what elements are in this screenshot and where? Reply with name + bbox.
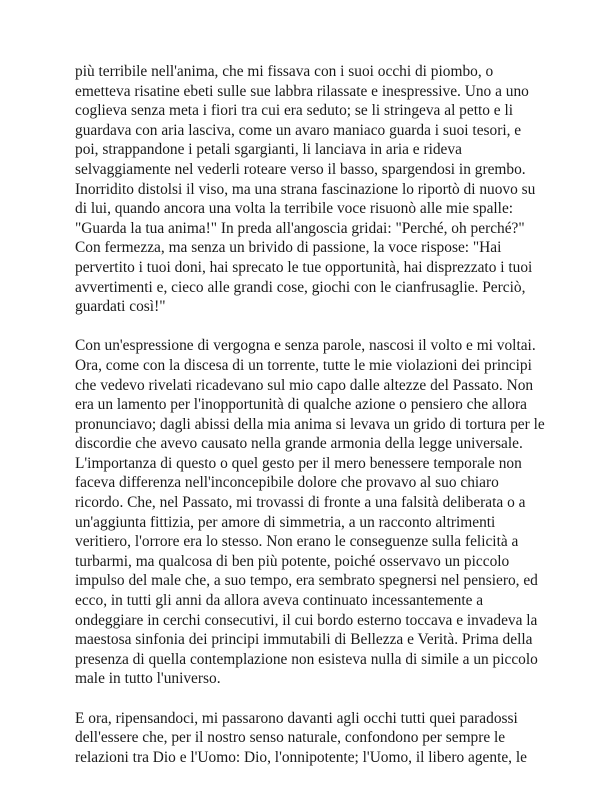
text-line: veritiero, l'orrore era lo stesso. Non erano le conseguenze sulla felicità a <box>75 533 519 551</box>
text-line: selvaggiamente nel vederli roteare verso il basso, spargendosi in grembo. <box>75 160 526 178</box>
text-line: ricordo. Che, nel Passato, mi trovassi di fronte a una falsità deliberata o a <box>75 494 526 512</box>
text-line: maestosa sinfonia dei principi immutabili di Bellezza e Verità. Prima della <box>75 631 533 649</box>
text-line: "Guarda la tua anima!" In preda all'angoscia gridai: "Perché, oh perché?" <box>75 219 525 237</box>
text-line: male in tutto l'universo. <box>75 670 221 688</box>
text-line: Inorridito distolsi il viso, ma una strana fascinazione lo riportò di nuovo su <box>75 180 536 198</box>
text-line: presenza di quella contemplazione non esisteva nulla di simile a un piccolo <box>75 650 538 668</box>
text-line: ecco, in tutti gli anni da allora aveva continuato incessantemente a <box>75 592 484 610</box>
text-line: relazioni tra Dio e l'Uomo: Dio, l'onnipotente; l'Uomo, il libero agente, le <box>75 748 527 766</box>
text-line: un'aggiunta fittizia, per amore di simmetria, a un racconto altrimenti <box>75 513 496 531</box>
text-line: di lui, quando ancora una volta la terribile voce risuonò alle mie spalle: <box>75 200 514 218</box>
text-line: turbarmi, ma qualcosa di ben più potente, poiché osservavo un piccolo <box>75 552 510 570</box>
text-line: più terribile nell'anima, che mi fissava con i suoi occhi di piombo, o <box>75 63 494 80</box>
text-line: faceva differenza nell'inconcepibile dolore che provavo al suo chiaro <box>75 474 499 492</box>
text-line: L'importanza di questo o quel gesto per il mero benessere temporale non <box>75 454 522 472</box>
text-line: emetteva risatine ebeti sulle sue labbra rilassate e inespressive. Uno a uno <box>75 82 529 100</box>
text-line: E ora, ripensandoci, mi passarono davanti agli occhi tutti quei paradossi <box>75 709 518 727</box>
document-page <box>75 62 545 787</box>
text-line: Con un'espressione di vergogna e senza parole, nascosi il volto e mi voltai. <box>75 337 536 355</box>
text-line: ondeggiare in cerchi consecutivi, il cui bordo esterno toccava e invadeva la <box>75 611 538 629</box>
text-line: pronunciavo; dagli abissi della mia anima si levava un grido di tortura per le <box>75 415 545 433</box>
text-line: guardava con aria lasciva, come un avaro maniaco guarda i suoi tesori, e <box>75 121 522 139</box>
paragraph-1 <box>75 62 535 317</box>
text-line: Ora, come con la discesa di un torrente, tutte le mie violazioni dei principi <box>75 356 532 374</box>
text-line: discordie che avevo causato nella grande armonia della legge universale. <box>75 435 523 453</box>
text-line: dell'essere che, per il nostro senso naturale, confondono per sempre le <box>75 729 506 747</box>
text-line: era un lamento per l'inopportunità di qualche azione o pensiero che allora <box>75 396 527 414</box>
text-line: avvertimenti e, cieco alle grandi cose, giochi con le cianfrusaglie. Perciò, <box>75 278 526 296</box>
paragraph-3 <box>75 709 535 768</box>
paragraph-2 <box>75 336 545 689</box>
text-line: Con fermezza, ma senza un brivido di passione, la voce rispose: "Hai <box>75 239 502 257</box>
text-line: impulso del male che, a suo tempo, era sembrato spegnersi nel pensiero, ed <box>75 572 538 590</box>
text-line: coglieva senza meta i fiori tra cui era seduto; se li stringeva al petto e li <box>75 102 514 120</box>
text-line: pervertito i tuoi doni, hai sprecato le tue opportunità, hai disprezzato i tuoi <box>75 258 533 276</box>
text-line: che vedevo rivelati ricadevano sul mio capo dalle altezze del Passato. Non <box>75 376 534 394</box>
text-line: poi, strappandone i petali sgargianti, li lanciava in aria e rideva <box>75 141 462 159</box>
text-line: guardati così!" <box>75 298 166 316</box>
